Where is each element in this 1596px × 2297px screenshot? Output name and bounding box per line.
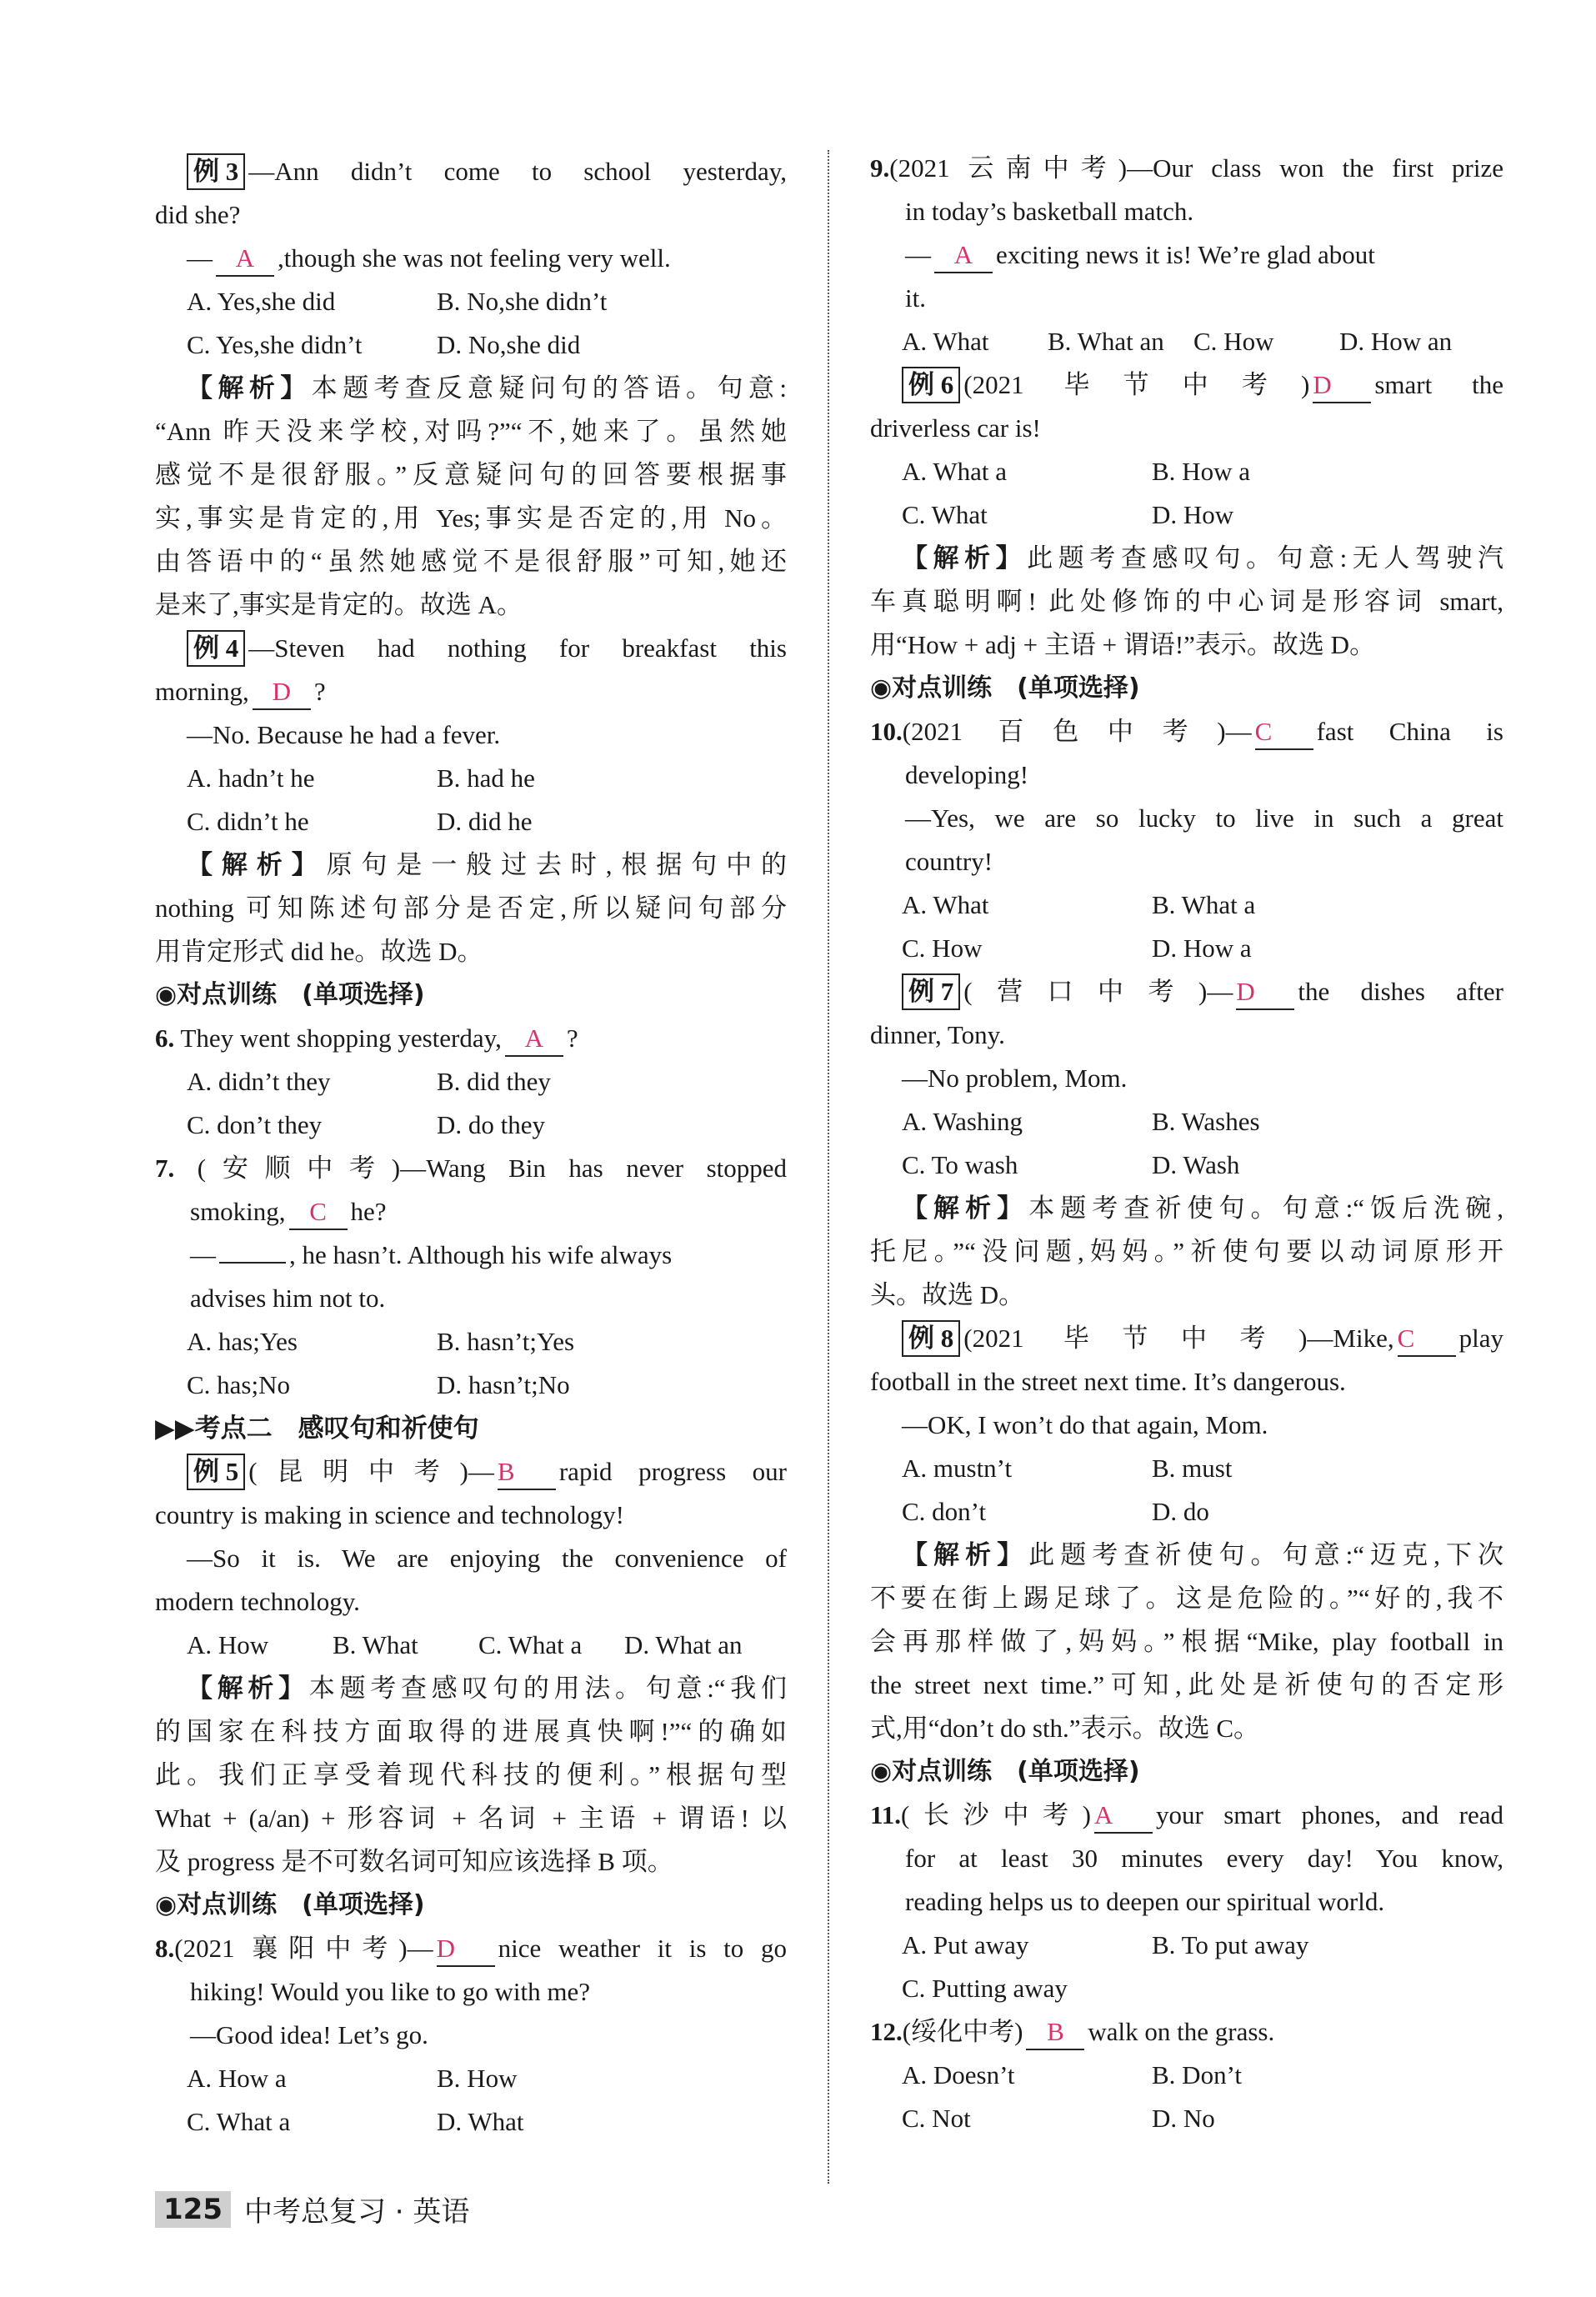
page-footer: [155, 2189, 469, 2229]
analysis: 【解析】本题考查祈使句。句意:“饭后洗碗,: [902, 1194, 1503, 1223]
options: C. don’t they D. do they: [187, 1110, 546, 1139]
options: C. didn’t he D. did he: [187, 807, 533, 836]
options: C. To wash D. Wash: [902, 1150, 1240, 1179]
options: A. Yes,she did B. No,she didn’t: [187, 287, 608, 316]
answer-blank: A: [505, 1022, 563, 1057]
example-label: 例 7: [902, 973, 960, 1010]
arrow-icon: ▶▶: [155, 1414, 195, 1444]
answer-blank: A: [216, 242, 274, 277]
answer-blank: C: [289, 1195, 348, 1230]
analysis: 【解析】本题考查感叹句的用法。句意:“我们: [187, 1674, 788, 1703]
training-heading: ◉对点训练 (单项选择): [870, 1757, 1140, 1786]
options: C. What D. How: [902, 500, 1234, 529]
options: C. Putting away: [902, 1974, 1068, 2003]
example-label: 例 6: [902, 367, 960, 403]
answer-blank: C: [1255, 715, 1313, 750]
answer-blank: D: [1236, 975, 1294, 1010]
options: A. mustn’t B. must: [902, 1454, 1233, 1483]
options: C. How D. How a: [902, 933, 1252, 963]
column-divider: [828, 150, 829, 2184]
answer-blank: B: [498, 1455, 556, 1490]
example-4-question: 例 4 —Steven had nothing for breakfast this: [155, 627, 787, 670]
options: C. Yes,she didn’t D. No,she did: [187, 330, 581, 359]
question-8: 8.(2021 襄阳中考)— D nice weather it is to go: [155, 1927, 787, 1970]
question-6: 6. They went shopping yesterday, A ?: [155, 1017, 787, 1060]
analysis: 【解析】本题考查反意疑问句的答语。句意:: [187, 373, 787, 403]
options: A. Doesn’t B. Don’t: [902, 2060, 1242, 2089]
options: A. Put away B. To put away: [902, 1930, 1309, 1959]
example-label: 例 3: [187, 153, 245, 190]
answer-blank: A: [1094, 1799, 1153, 1834]
options: A. has;Yes B. hasn’t;Yes: [187, 1327, 575, 1356]
training-heading: ◉对点训练 (单项选择): [155, 980, 425, 1009]
options: C. Not D. No: [902, 2104, 1215, 2133]
analysis: 【解析】原句是一般过去时,根据句中的: [187, 850, 788, 879]
left-column: 例 3 —Ann didn’t come to school yesterday, did she? — A ,though she was not feeling very well. A. Yes,she did B. No,she didn’t C. Yes,she didn’t D. No,she did 【解析】本题考查反意疑问句的答语。句意: “Ann 昨天没来学校,对吗?”“不,她来了。虽然她 感觉不是很舒服。”反意疑问句的回答要根据事 实,事实是肯定的,用 Yes;事实是否定的,用 No。 由答语中的“虽然她感觉不是很舒服”可知,她还 是来了,事实是肯定的。故选 A。 例 4 —Steven had nothing for breakfast this morning, D ? —No. Because he had a fever. A. hadn’t he B. had he C. didn’t he D. did he 【解析】原句是一般过去时,根据句中的 nothing 可知陈述句部分是否定,所以疑问句部分 用肯定形式 did he。故选 D。 ◉对点训练 (单项选择) 6. They went shopping yesterday, A ? A. didn’t they B. did they C. don’t they D. do they 7. (安顺中考)—Wang Bin has never stopped smoking, C he? — , he hasn’t. Although his wife always advises him not to. A. has;Yes B. hasn’t;Yes C. has;No D. hasn’t;No ▶▶考点二 感叹句和祈使句 例 5 (昆明中考)— B rapid progress our country is making in science and technology! —So it is. We are enjoying the convenience of modern technology. A. How B. What C. What a D. What an 【解析】本题考查感叹句的用法。句意:“我们 的国家在科技方面取得的进展真快啊!”“的确如 此。我们正享受着现代科技的便利。”根据句型 What + (a/an) + 形容词 + 名词 + 主语 + 谓语! 以 及 progress 是不可数名词可知应该选择 B 项。 ◉对点训练 (单项选择) 8.(2021 襄阳中考)— D nice weather it is to go hiking! Would you like to go with me? —Good idea! Let’s go. A. How a B. How C. What a D. What: [155, 150, 787, 2144]
example-7-question: 例 7 (营口中考)— D the dishes after: [870, 970, 1503, 1013]
example-3-question: 例 3 —Ann didn’t come to school yesterday,: [155, 150, 787, 193]
right-column: 9.(2021 云南中考)—Our class won the first prize in today’s basketball match. — A exciting news it is! We’re glad about it. A. What B. What an C. How D. How an 例 6 (2021 毕节中考) D smart the driverless car is! A. What a B. How a C. What D. How 【解析】此题考查感叹句。句意:无人驾驶汽 车真聪明啊! 此处修饰的中心词是形容词 smart, 用“How + adj + 主语 + 谓语!”表示。故选 D。 ◉对点训练 (单项选择) 10.(2021 百色中考)— C fast China is developing! —Yes, we are so lucky to live in such a great country! A. What B. What a C. How D. How a 例 7 (营口中考)— D the dishes after dinner, Tony. —No problem, Mom. A. Washing B. Washes C. To wash D. Wash 【解析】本题考查祈使句。句意:“饭后洗碗, 托尼。”“没问题,妈妈。”祈使句要以动词原形开 头。故选 D。 例 8 (2021 毕节中考)—Mike, C play football in the street next time. It’s dangerous. —OK, I won’t do that again, Mom. A. mustn’t B. must C. don’t D. do 【解析】此题考查祈使句。句意:“迈克,下次 不要在街上踢足球了。这是危险的。”“好的,我不 会再那样做了,妈妈。”根据“Mike, play football in the street next time.”可知,此处是祈使句的否定形 式,用“don’t do sth.”表示。故选 C。 ◉对点训练 (单项选择) 11.(长沙中考) A your smart phones, and read for at least 30 minutes every day! You know, reading helps us to deepen our spiritual world. A. Put away B. To put away C. Putting away 12.(绥化中考) B walk on the grass. A. Doesn’t B. Don’t C. Not D. No: [870, 147, 1503, 2140]
book-title: 中考总复习 · 英语: [243, 2195, 470, 2229]
question-12: 12.(绥化中考) B walk on the grass.: [870, 2010, 1503, 2054]
page-number: 125: [155, 2191, 231, 2228]
section-heading: ▶▶考点二 感叹句和祈使句: [155, 1414, 479, 1444]
options: C. don’t D. do: [902, 1497, 1209, 1526]
example-8-question: 例 8 (2021 毕节中考)—Mike, C play: [870, 1317, 1503, 1360]
options: C. What a D. What: [187, 2107, 524, 2136]
question-7: 7. (安顺中考)—Wang Bin has never stopped: [155, 1154, 788, 1183]
options: A. What a B. How a: [902, 457, 1250, 486]
example-label: 例 8: [902, 1320, 960, 1357]
question-9: 9.(2021 云南中考)—Our class won the first prize: [870, 153, 1503, 183]
options: C. has;No D. hasn’t;No: [187, 1370, 570, 1399]
analysis: 【解析】此题考查祈使句。句意:“迈克,下次: [902, 1540, 1503, 1569]
example-6-question: 例 6 (2021 毕节中考) D smart the: [870, 363, 1503, 407]
options: A. What B. What a: [902, 890, 1256, 919]
options: A. hadn’t he B. had he: [187, 763, 535, 793]
training-heading: ◉对点训练 (单项选择): [870, 673, 1140, 703]
options: A. What B. What an C. How D. How an: [902, 327, 1453, 356]
options: A. Washing B. Washes: [902, 1107, 1260, 1136]
options: A. How a B. How: [187, 2064, 518, 2093]
example-label: 例 5: [187, 1454, 245, 1490]
answer-blank: B: [1026, 2015, 1084, 2050]
answer-blank: A: [934, 238, 993, 273]
example-5-question: 例 5 (昆明中考)— B rapid progress our: [155, 1450, 787, 1494]
question-10: 10.(2021 百色中考)— C fast China is: [870, 710, 1503, 753]
answer-blank: D: [1313, 368, 1371, 403]
options: A. didn’t they B. did they: [187, 1067, 551, 1096]
example-label: 例 4: [187, 630, 245, 667]
answer-blank: D: [253, 675, 311, 710]
answer-blank: C: [1398, 1322, 1456, 1357]
answer-blank: D: [437, 1932, 495, 1967]
empty-blank: [219, 1262, 286, 1264]
question-11: 11.(长沙中考) A your smart phones, and read: [870, 1794, 1503, 1837]
example-3-answer: — A ,though she was not feeling very well.: [155, 237, 787, 280]
training-heading: ◉对点训练 (单项选择): [155, 1890, 425, 1919]
analysis: 【解析】此题考查感叹句。句意:无人驾驶汽: [902, 543, 1503, 573]
options: A. How B. What C. What a D. What an: [187, 1630, 743, 1659]
